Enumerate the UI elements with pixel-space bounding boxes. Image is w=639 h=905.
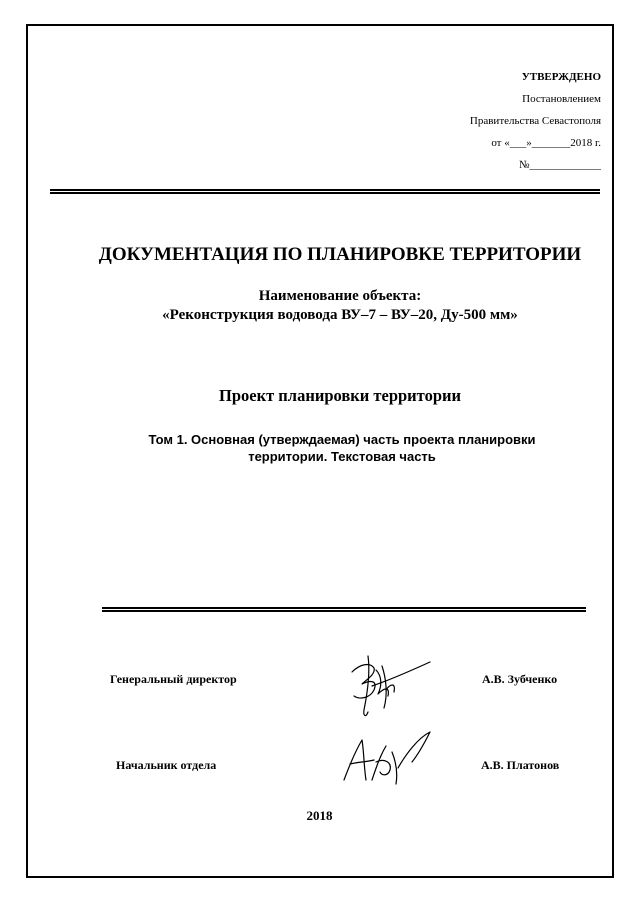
volume-title	[90, 431, 594, 465]
approval-stamp	[470, 66, 601, 176]
approval-line-3: от «___»_______2018 г.	[491, 137, 601, 149]
object-name: «Реконструкция водовода ВУ–7 – ВУ–20, Ду-500 мм»	[162, 307, 518, 323]
object-label: Наименование объекта:	[258, 288, 422, 304]
approval-line-1: Постановлением	[522, 93, 601, 105]
signatory-role-1: Генеральный директор	[110, 672, 237, 686]
signatory-role-2: Начальник отдела	[116, 758, 217, 772]
object-block	[60, 287, 620, 325]
signature-platonov	[336, 728, 436, 788]
top-double-rule	[50, 189, 600, 194]
approval-line-2: Правительства Севастополя	[469, 115, 601, 127]
volume-line-2: территории. Текстовая часть	[248, 449, 436, 464]
document-year: 2018	[306, 808, 333, 823]
approval-line-4: №_____________	[519, 159, 601, 171]
project-title: Проект планировки территории	[218, 386, 462, 405]
signatory-name-2: А.В. Платонов	[481, 758, 560, 772]
approval-heading: УТВЕРЖДЕНО	[521, 71, 601, 83]
bottom-double-rule	[102, 607, 586, 612]
signatory-name-1: А.В. Зубченко	[482, 672, 558, 686]
volume-line-1: Том 1. Основная (утверждаемая) часть проекта планировки	[148, 432, 536, 447]
signature-zubchenko	[338, 650, 438, 725]
document-title: ДОКУМЕНТАЦИЯ ПО ПЛАНИРОВКЕ ТЕРРИТОРИИ	[98, 244, 582, 265]
